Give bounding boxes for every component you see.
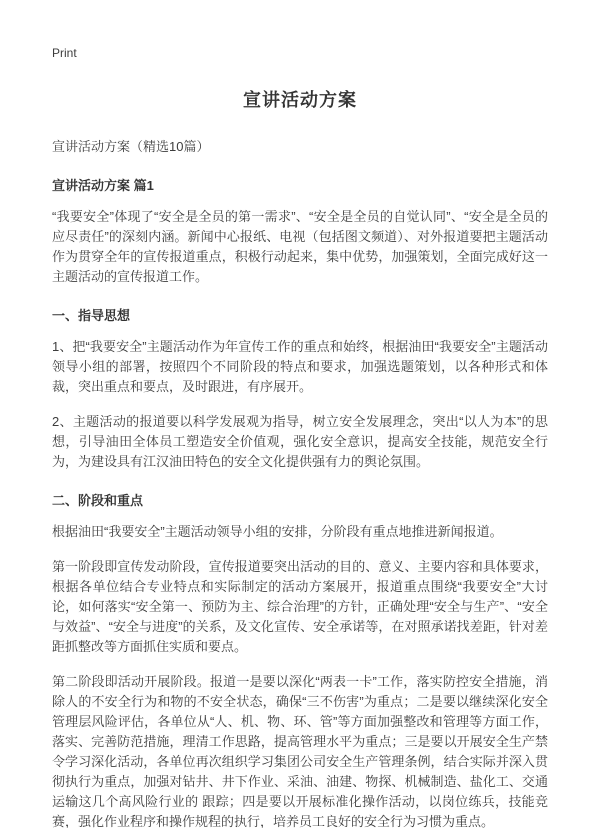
paragraph-stages-intro: 根据油田“我要安全”主题活动领导小组的安排，分阶段有重点地推进新闻报道。 bbox=[52, 524, 503, 539]
intro-paragraph: “我要安全”体现了“安全是全员的第一需求”、“安全是全员的自觉认同”、“安全是全员的应尽责任”的深刻内涵。新闻中心报纸、电视（包括图文频道）、对外报道要把主题活动作为贯穿全年的宣传报道重点，积极行动起来，集中优势，加强策划，全面完成好这一主题活动的宣传报道工作。 bbox=[52, 209, 548, 284]
doc-subtitle: 宣讲活动方案（精选10篇） bbox=[52, 139, 210, 154]
paragraph-stage-one: 第一阶段即宣传发动阶段，宣传报道要突出活动的目的、意义、主要内容和具体要求，根据各单位结合专业特点和实际制定的活动方案展开，报道重点围绕“我要安全”大讨论，如何落实“安全第一、预防为主、综合治理”的方针，正确处理“安全与生产”、“安全与效益”、“安全与进度”的关系，及文化宣传、安全承诺等，在对照承诺找差距，针对差距抓整改等方面抓住实质和要点。 bbox=[52, 559, 548, 654]
section-heading-stages: 二、阶段和重点 bbox=[52, 493, 144, 508]
page-title: 宣讲活动方案 bbox=[243, 90, 357, 110]
section-heading-guiding-ideology: 一、指导思想 bbox=[52, 308, 131, 323]
part1-heading: 宣讲活动方案 篇1 bbox=[52, 178, 154, 193]
paragraph-guiding-2: 2、主题活动的报道要以科学发展观为指导，树立安全发展理念，突出“以人为本”的思想，引导油田全体员工塑造安全价值观，强化安全意识，提高安全技能，规范安全行为，为建设具有江汉油田特色的安全文化提供强有力的舆论氛围。 bbox=[52, 414, 548, 469]
print-label: Print bbox=[52, 46, 77, 60]
paragraph-guiding-1: 1、把“我要安全”主题活动作为年宣传工作的重点和始终，根据油田“我要安全”主题活动领导小组的部署，按照四个不同阶段的特点和要求，加强选题策划，以各种形式和体裁，突出重点和要点，及时跟进，有序展开。 bbox=[52, 339, 548, 394]
paragraph-stage-two: 第二阶段即活动开展阶段。报道一是要以深化“两表一卡”工作，落实防控安全措施，消除人的不安全行为和物的不安全状态，确保“三不伤害”为重点；二是要以继续深化安全管理层风险评估，各单位从“人、机、物、环、管”等方面加强整改和管理等方面工作，落实、完善防范措施，理清工作思路，提高管理水平为重点；三是要以开展安全生产禁令学习深化活动，各单位再次组织学习集团公司安全生产管理条例，结合实际并深入贯彻执行为重点，加强对钻井、井下作业、采油、油建、物探、机械制造、盐化工、交通运输这几个高风险行业的 跟踪；四是要以开展标准化操作活动，以岗位练兵，技能竞赛，强化作业程序和操作规程的执行，培养员工良好的安全行为习惯为重点。 bbox=[52, 674, 548, 828]
